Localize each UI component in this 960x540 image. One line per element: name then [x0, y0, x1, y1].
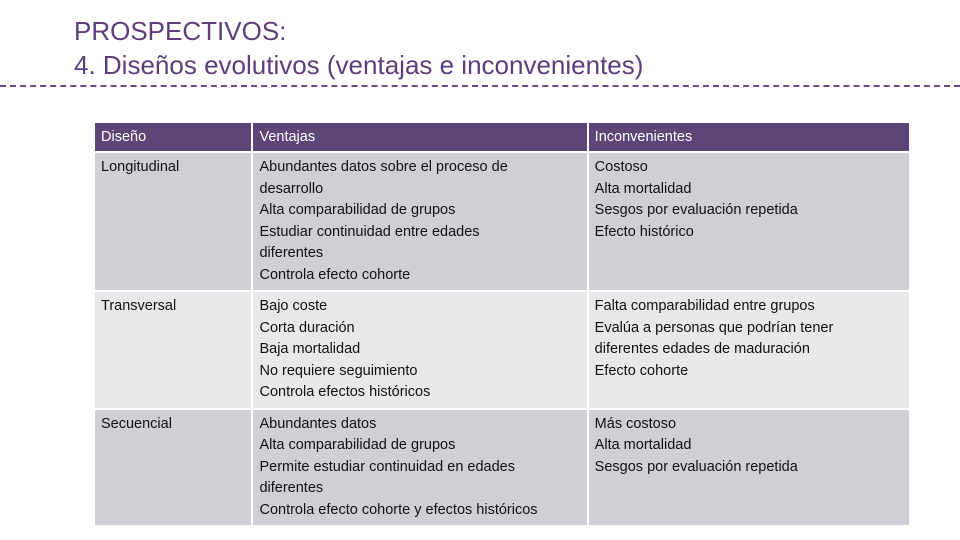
advantage-item: desarrollo: [259, 180, 324, 197]
disadvantage-item: Falta comparabilidad entre grupos: [594, 298, 815, 314]
cell-design: Secuencial: [95, 410, 251, 526]
header-disadvantages: Inconvenientes: [589, 123, 909, 151]
cell-disadvantages: [589, 153, 909, 290]
cell-advantages: [253, 153, 586, 290]
table-row-secuencial: [95, 410, 909, 526]
advantage-item: No requiere seguimiento: [259, 362, 418, 379]
advantage-item: Permite estudiar continuidad en edades: [259, 458, 515, 475]
disadvantage-item: Efecto cohorte: [594, 362, 689, 379]
advantage-item: Corta duración: [259, 319, 355, 336]
disadvantage-item: Sesgos por evaluación repetida: [594, 458, 798, 475]
disadvantage-item: diferentes edades de maduración: [594, 341, 810, 357]
cell-advantages: [253, 292, 586, 408]
title-divider: [0, 85, 960, 87]
cell-design: Longitudinal: [95, 153, 251, 290]
advantage-item: Alta comparabilidad de grupos: [259, 202, 456, 218]
advantage-item: Abundantes datos sobre el proceso de: [259, 159, 508, 175]
disadvantage-item: Más costoso: [594, 415, 677, 432]
advantage-item: Controla efecto cohorte: [259, 266, 411, 283]
title-line-2: 4. Diseños evolutivos (ventajas e inconvenientes): [74, 50, 644, 80]
cell-disadvantages: [589, 292, 909, 408]
advantage-item: Baja mortalidad: [259, 341, 361, 357]
advantage-item: Abundantes datos: [259, 415, 377, 432]
advantage-item: Bajo coste: [259, 298, 328, 314]
advantage-item: diferentes: [259, 480, 324, 496]
advantage-item: Controla efectos históricos: [259, 384, 431, 400]
disadvantage-item: Alta mortalidad: [594, 437, 692, 453]
cell-design: Transversal: [95, 292, 251, 408]
header-advantages: Ventajas: [253, 123, 586, 151]
advantage-item: diferentes: [259, 245, 324, 261]
advantage-item: Controla efecto cohorte y efectos históricos: [259, 501, 538, 518]
advantage-item: Estudiar continuidad entre edades: [259, 223, 480, 240]
table-header-row: [95, 123, 909, 151]
advantage-item: Alta comparabilidad de grupos: [259, 437, 456, 453]
disadvantage-item: Efecto histórico: [594, 223, 694, 240]
header-design: Diseño: [95, 123, 251, 151]
designs-table: [93, 121, 911, 527]
disadvantage-item: Alta mortalidad: [594, 180, 692, 197]
slide-title: [74, 14, 643, 82]
disadvantage-item: Evalúa a personas que podrían tener: [594, 319, 834, 336]
disadvantage-item: Sesgos por evaluación repetida: [594, 202, 798, 218]
cell-advantages: [253, 410, 586, 526]
table-row-transversal: [95, 292, 909, 408]
cell-disadvantages: [589, 410, 909, 526]
table-row-longitudinal: [95, 153, 909, 290]
disadvantage-item: Costoso: [594, 159, 648, 175]
title-line-1: PROSPECTIVOS:: [74, 16, 287, 46]
